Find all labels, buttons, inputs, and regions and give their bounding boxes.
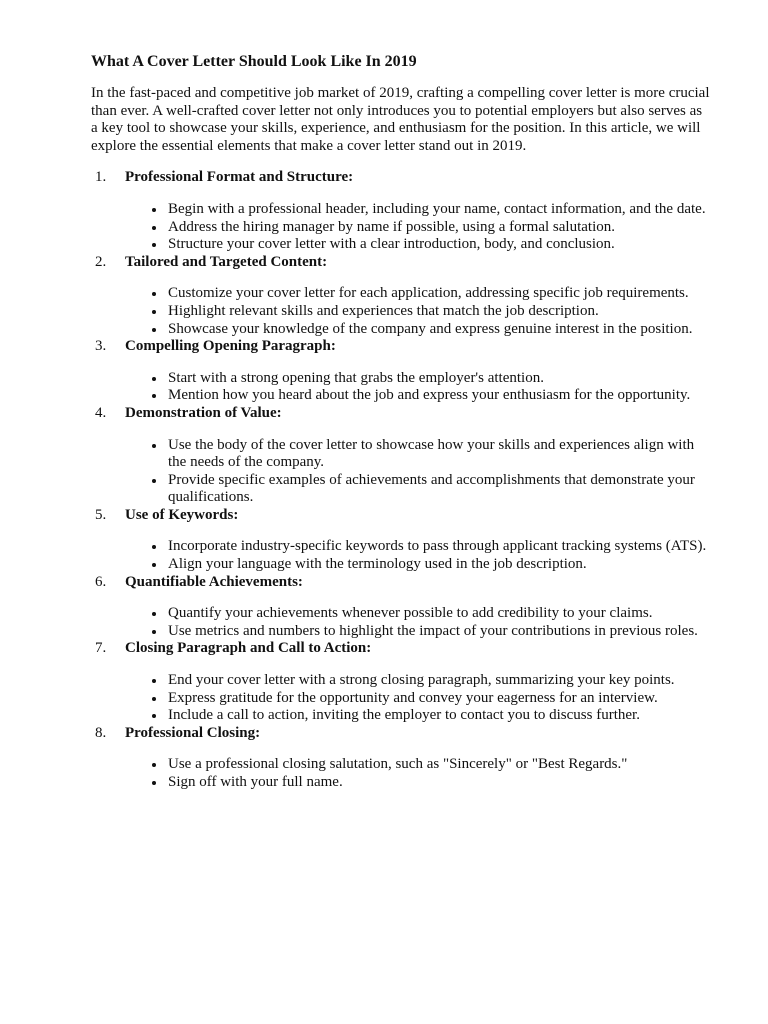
bullet-item: • Express gratitude for the opportunity and convey your eagerness for an interview. bbox=[166, 690, 712, 708]
section-number: 5. bbox=[95, 506, 107, 523]
section-item bbox=[91, 507, 712, 574]
bullet-list bbox=[91, 538, 712, 573]
bullet-item: • Highlight relevant skills and experiences that match the job description. bbox=[166, 303, 712, 321]
section-item bbox=[91, 640, 712, 724]
section-heading-row bbox=[91, 574, 712, 592]
bullet-item: • Address the hiring manager by name if possible, using a formal salutation. bbox=[166, 219, 712, 237]
page-title: What A Cover Letter Should Look Like In 2019 bbox=[91, 53, 417, 70]
section-number: 2. bbox=[95, 253, 107, 270]
section-heading: Use of Keywords: bbox=[125, 506, 239, 523]
bullet-item: • End your cover letter with a strong closing paragraph, summarizing your key points. bbox=[166, 672, 712, 690]
bullet-list bbox=[91, 672, 712, 725]
section-heading: Quantifiable Achievements: bbox=[125, 573, 303, 590]
bullet-list bbox=[91, 285, 712, 338]
bullet-list bbox=[91, 370, 712, 405]
bullet-item: • Start with a strong opening that grabs the employer's attention. bbox=[166, 370, 712, 388]
bullet-item: • Structure your cover letter with a clear introduction, body, and conclusion. bbox=[166, 236, 712, 254]
section-item bbox=[91, 725, 712, 792]
section-item bbox=[91, 574, 712, 641]
section-list bbox=[91, 169, 712, 791]
bullet-item: • Use the body of the cover letter to showcase how your skills and experiences align with the needs of the company. bbox=[166, 437, 712, 472]
section-heading: Compelling Opening Paragraph: bbox=[125, 338, 336, 355]
bullet-item: • Align your language with the terminology used in the job description. bbox=[166, 556, 712, 574]
section-number: 6. bbox=[95, 573, 107, 590]
section-heading-row bbox=[91, 640, 712, 658]
bullet-list bbox=[91, 201, 712, 254]
section-heading-row bbox=[91, 725, 712, 743]
section-item bbox=[91, 169, 712, 253]
bullet-item: • Begin with a professional header, including your name, contact information, and the date. bbox=[166, 201, 712, 219]
bullet-item: • Incorporate industry-specific keywords to pass through applicant tracking systems (ATS). bbox=[166, 538, 712, 556]
bullet-list bbox=[91, 437, 712, 507]
section-heading: Tailored and Targeted Content: bbox=[125, 253, 328, 270]
section-item bbox=[91, 254, 712, 338]
section-heading-row bbox=[91, 254, 712, 272]
section-number: 4. bbox=[95, 404, 107, 421]
bullet-item: • Use metrics and numbers to highlight the impact of your contributions in previous roles. bbox=[166, 623, 712, 641]
section-number: 8. bbox=[95, 724, 107, 741]
bullet-item: • Quantify your achievements whenever possible to add credibility to your claims. bbox=[166, 605, 712, 623]
section-number: 7. bbox=[95, 640, 107, 657]
section-heading-row bbox=[91, 169, 712, 187]
section-heading: Demonstration of Value: bbox=[125, 404, 282, 421]
section-heading-row bbox=[91, 338, 712, 356]
section-number: 3. bbox=[95, 338, 107, 355]
bullet-item: • Provide specific examples of achievements and accomplishments that demonstrate your qualifications. bbox=[166, 472, 712, 507]
section-heading: Professional Closing: bbox=[125, 724, 261, 741]
section-item bbox=[91, 405, 712, 507]
bullet-item: • Include a call to action, inviting the employer to contact you to discuss further. bbox=[166, 707, 712, 725]
bullet-list bbox=[91, 756, 712, 791]
bullet-item: • Sign off with your full name. bbox=[166, 774, 712, 792]
intro-paragraph: In the fast-paced and competitive job market of 2019, crafting a compelling cover letter is more crucial than ever. A well-crafted cover letter not only introduces you to potential employers but also serves as a key tool to showcase your skills, experience, and enthusiasm for the position. In this article, we will explore the essential elements that make a cover letter stand out in 2019. bbox=[91, 85, 710, 154]
bullet-list bbox=[91, 605, 712, 640]
bullet-item: • Customize your cover letter for each application, addressing specific job requirements. bbox=[166, 285, 712, 303]
section-heading-row bbox=[91, 507, 712, 525]
section-heading: Closing Paragraph and Call to Action: bbox=[125, 640, 372, 657]
section-heading-row bbox=[91, 405, 712, 423]
bullet-item: • Use a professional closing salutation, such as "Sincerely" or "Best Regards." bbox=[166, 756, 712, 774]
section-number: 1. bbox=[95, 169, 107, 186]
section-heading: Professional Format and Structure: bbox=[125, 169, 354, 186]
bullet-item: • Showcase your knowledge of the company and express genuine interest in the position. bbox=[166, 321, 712, 339]
bullet-item: • Mention how you heard about the job and express your enthusiasm for the opportunity. bbox=[166, 387, 712, 405]
section-item bbox=[91, 338, 712, 405]
